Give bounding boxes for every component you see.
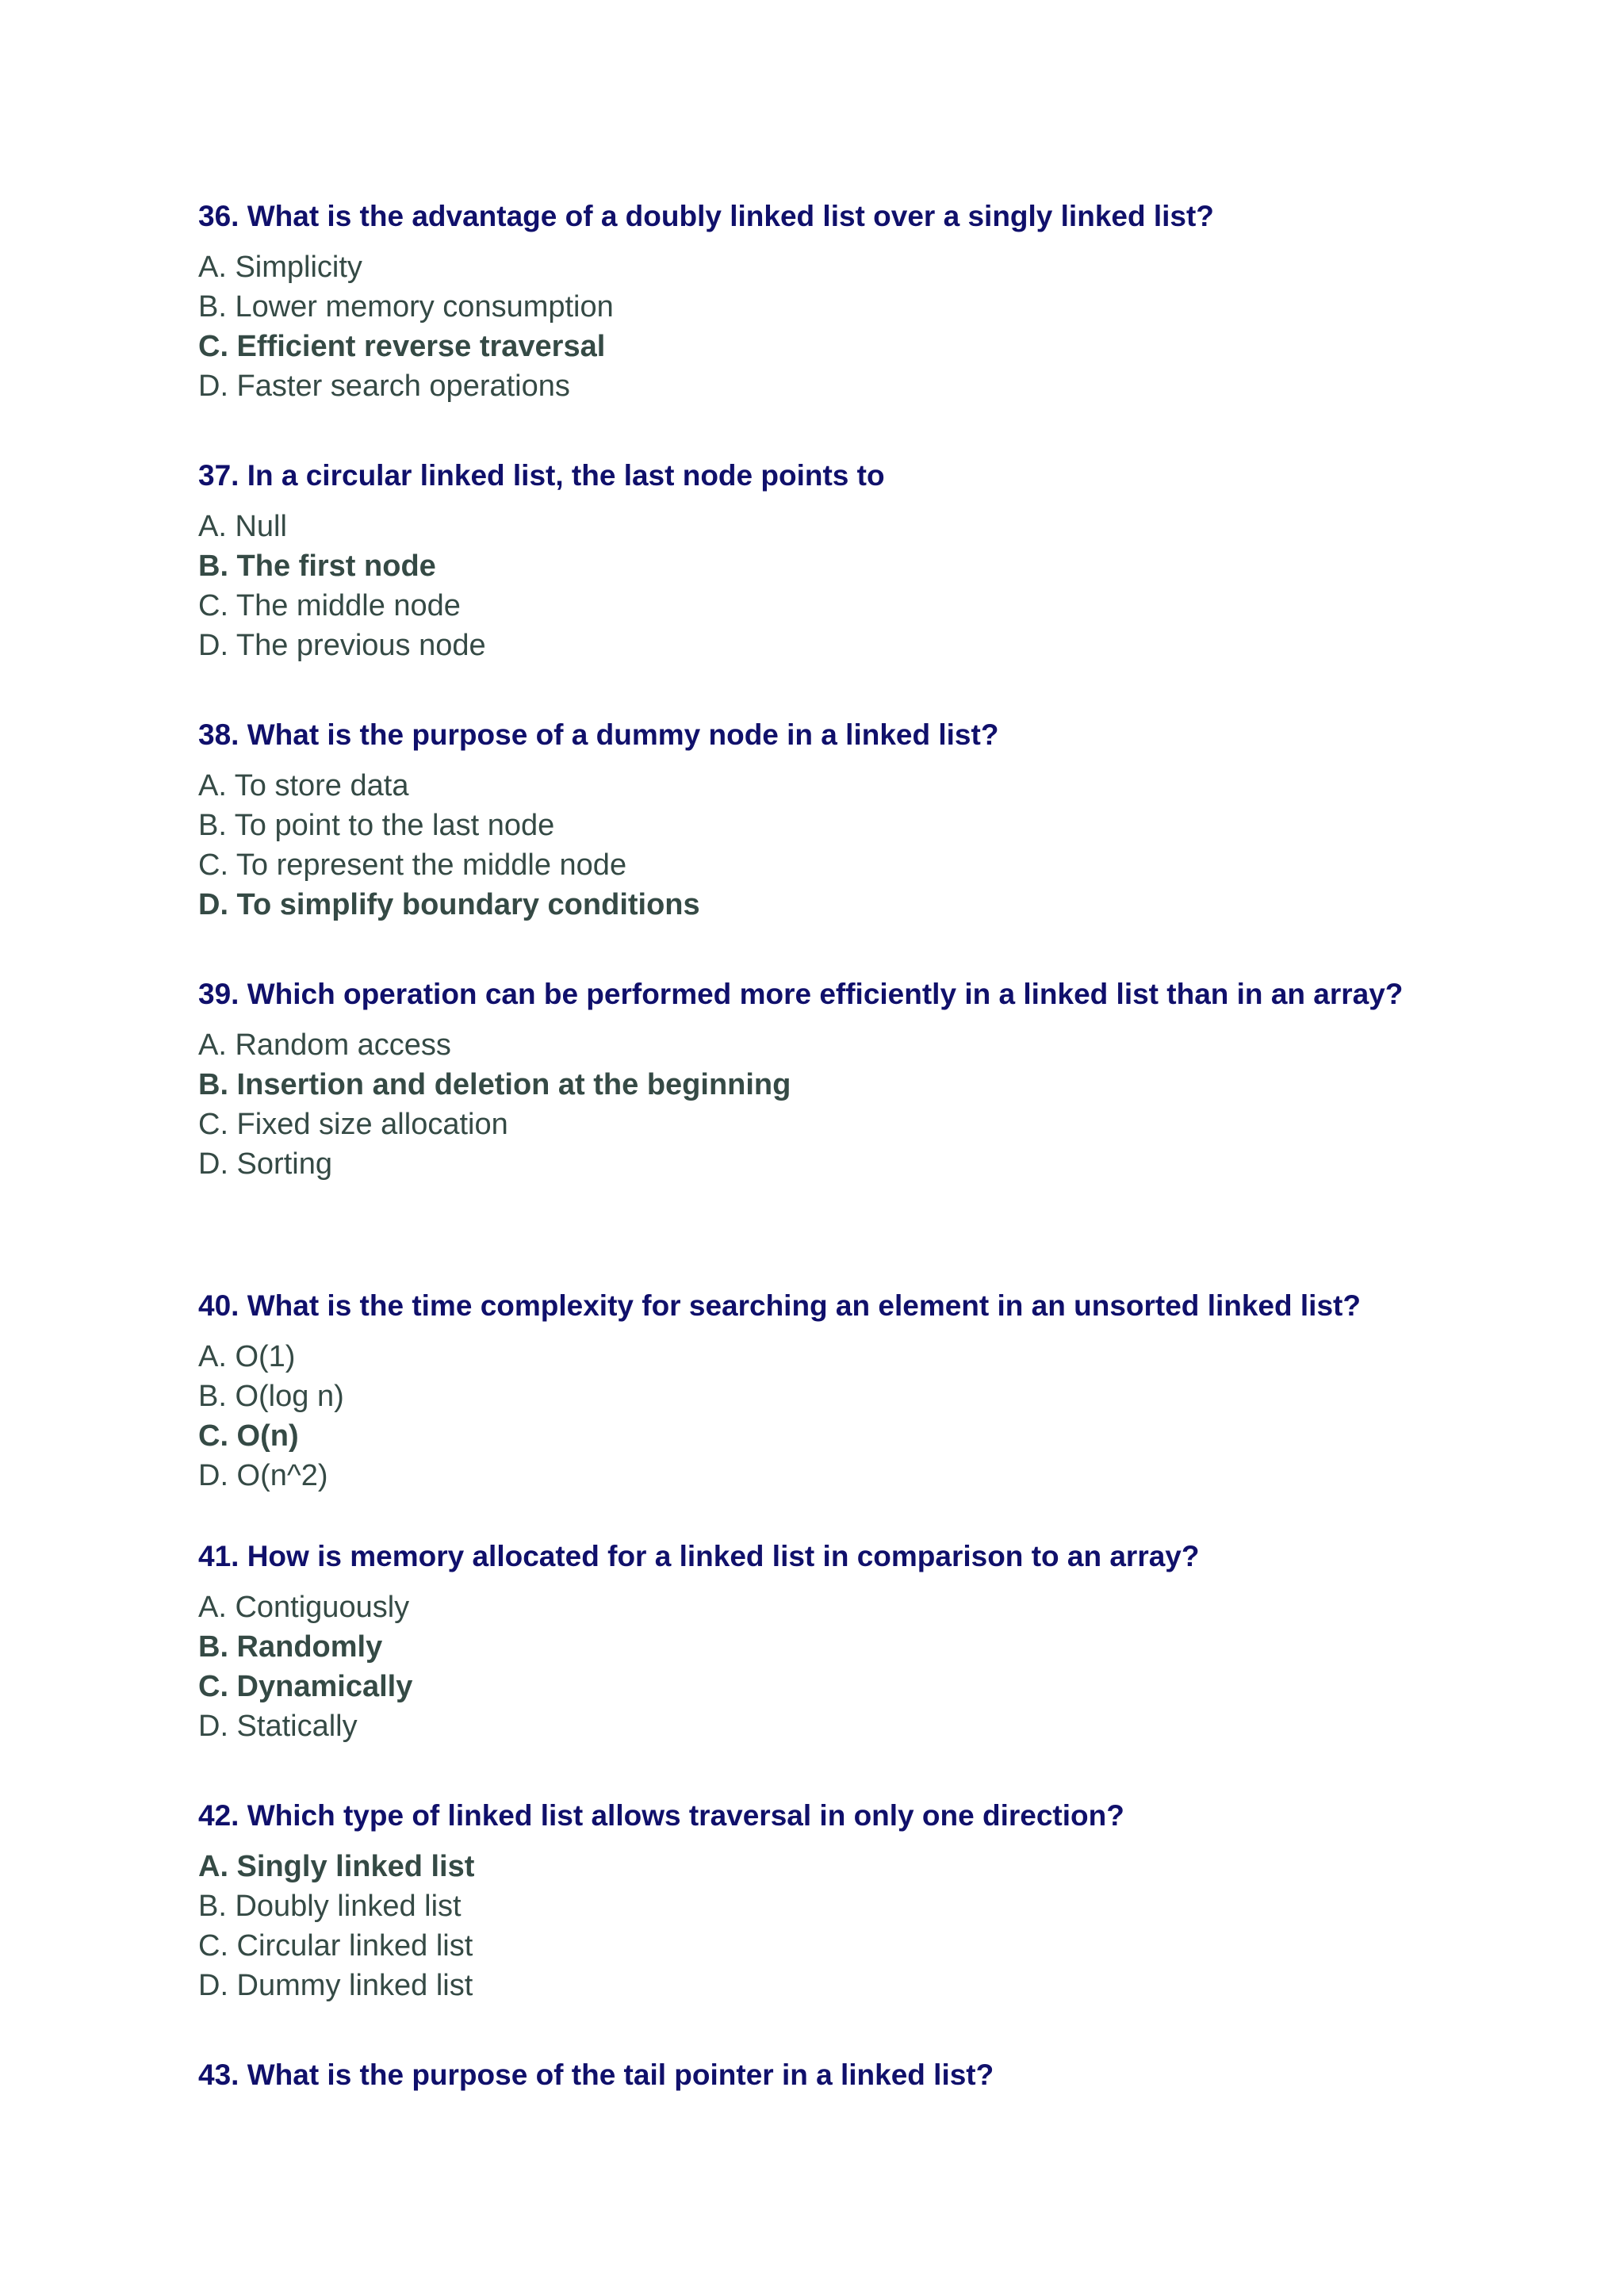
option-c-answer: C. O(n) bbox=[198, 1419, 299, 1453]
option-d: D. Statically bbox=[198, 1710, 358, 1743]
option-d: D. Dummy linked list bbox=[198, 1969, 473, 2002]
question-text: 40. What is the time complexity for searching an element in an unsorted linked list? bbox=[198, 1289, 1361, 1322]
option-a: A. O(1) bbox=[198, 1340, 296, 1373]
question-43 bbox=[198, 2049, 1467, 2101]
question-text: 42. Which type of linked list allows traversal in only one direction? bbox=[198, 1799, 1124, 1832]
option-a-answer: A. Singly linked list bbox=[198, 1850, 475, 1883]
option-c-answer: C. Dynamically bbox=[198, 1670, 413, 1703]
option-b: B. Lower memory consumption bbox=[198, 290, 614, 324]
option-d: D. Faster search operations bbox=[198, 370, 570, 403]
option-c: C. Fixed size allocation bbox=[198, 1108, 508, 1141]
question-text: 36. What is the advantage of a doubly linked list over a singly linked list? bbox=[198, 200, 1214, 232]
question-text: 38. What is the purpose of a dummy node in a linked list? bbox=[198, 718, 999, 751]
question-39 bbox=[198, 968, 1467, 1184]
option-b: B. O(log n) bbox=[198, 1380, 344, 1413]
option-list bbox=[198, 1847, 1467, 2005]
option-b: B. Doubly linked list bbox=[198, 1890, 462, 1923]
option-d: D. The previous node bbox=[198, 629, 486, 662]
option-c: C. To represent the middle node bbox=[198, 848, 627, 882]
question-42 bbox=[198, 1790, 1467, 2005]
question-text: 39. Which operation can be performed more efficiently in a linked list than in an array? bbox=[198, 978, 1404, 1010]
option-list bbox=[198, 1337, 1467, 1496]
option-a: A. To store data bbox=[198, 769, 409, 802]
option-list bbox=[198, 1025, 1467, 1184]
option-d: D. Sorting bbox=[198, 1147, 332, 1181]
option-b-answer: B. The first node bbox=[198, 550, 436, 583]
option-b: B. To point to the last node bbox=[198, 809, 555, 842]
option-b-answer: B. Insertion and deletion at the beginning bbox=[198, 1068, 791, 1101]
option-list bbox=[198, 1587, 1467, 1746]
question-41 bbox=[198, 1530, 1467, 1746]
option-d-answer: D. To simplify boundary conditions bbox=[198, 888, 700, 921]
question-text: 43. What is the purpose of the tail pointer in a linked list? bbox=[198, 2058, 994, 2091]
option-c: C. The middle node bbox=[198, 589, 461, 622]
option-a: A. Simplicity bbox=[198, 251, 362, 284]
option-b-answer: B. Randomly bbox=[198, 1630, 383, 1664]
option-c: C. Circular linked list bbox=[198, 1929, 473, 1963]
option-list bbox=[198, 247, 1467, 406]
question-text: 37. In a circular linked list, the last node points to bbox=[198, 459, 885, 492]
option-a: A. Contiguously bbox=[198, 1591, 410, 1624]
question-37 bbox=[198, 450, 1467, 665]
question-40 bbox=[198, 1280, 1467, 1496]
option-list bbox=[198, 766, 1467, 925]
question-38 bbox=[198, 709, 1467, 925]
option-d: D. O(n^2) bbox=[198, 1459, 328, 1492]
option-a: A. Null bbox=[198, 510, 287, 543]
option-c-answer: C. Efficient reverse traversal bbox=[198, 330, 606, 363]
option-a: A. Random access bbox=[198, 1028, 451, 1062]
option-list bbox=[198, 507, 1467, 665]
question-36 bbox=[198, 190, 1467, 406]
question-text: 41. How is memory allocated for a linked list in comparison to an array? bbox=[198, 1540, 1200, 1572]
